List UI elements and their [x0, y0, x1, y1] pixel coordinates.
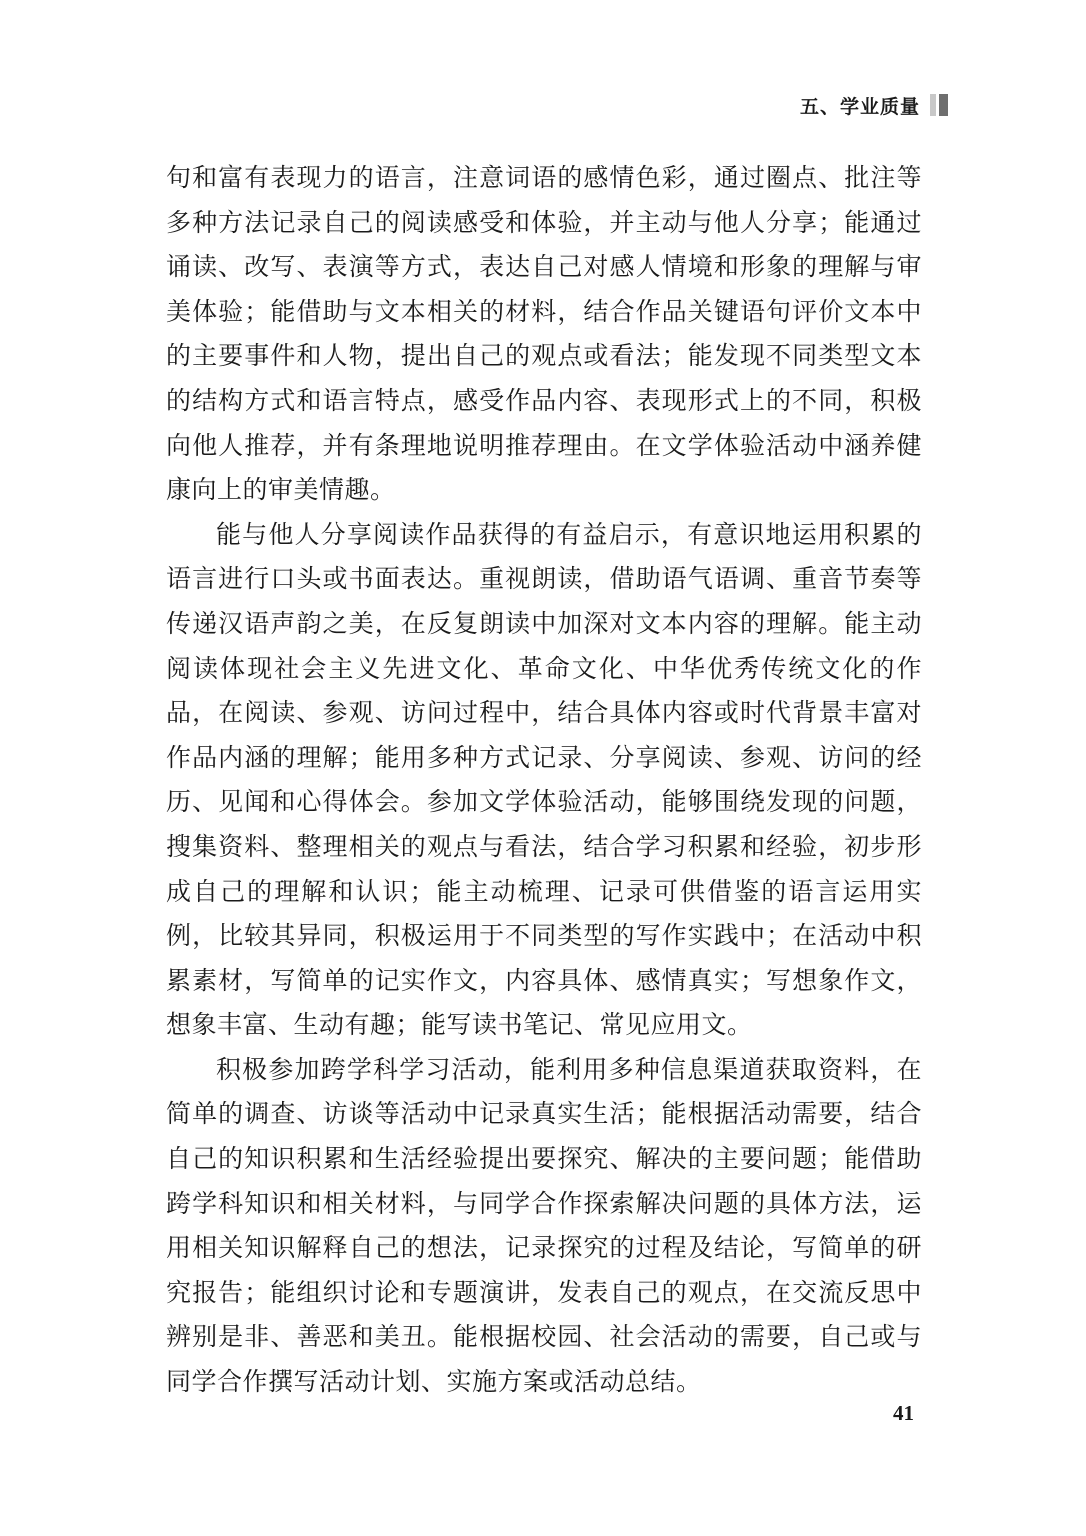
- paragraph-continued: 句和富有表现力的语言，注意词语的感情色彩，通过圈点、批注等多种方法记录自己的阅读感受和体验，并主动与他人分享；能通过诵读、改写、表演等方式，表达自己对感人情境和形象的理解与审美体验；能借助与文本相关的材料，结合作品关键语句评价文本中的主要事件和人物，提出自己的观点或看法；能发现不同类型文本的结构方式和语言特点，感受作品内容、表现形式上的不同，积极向他人推荐，并有条理地说明推荐理由。在文学体验活动中涵养健康向上的审美情趣。: [166, 163, 922, 505]
- paragraph: 能与他人分享阅读作品获得的有益启示，有意识地运用积累的语言进行口头或书面表达。重视朗读，借助语气语调、重音节奏等传递汉语声韵之美，在反复朗读中加深对文本内容的理解。能主动阅读体现社会主义先进文化、革命文化、中华优秀传统文化的作品，在阅读、参观、访问过程中，结合具体内容或时代背景丰富对作品内涵的理解；能用多种方式记录、分享阅读、参观、访问的经历、见闻和心得体会。参加文学体验活动，能够围绕发现的问题，搜集资料、整理相关的观点与看法，结合学习积累和经验，初步形成自己的理解和认识；能主动梳理、记录可供借鉴的语言运用实例，比较其异同，积极运用于不同类型的写作实践中；在活动中积累素材，写简单的记实作文，内容具体、感情真实；写想象作文，想象丰富、生动有趣；能写读书笔记、常见应用文。: [166, 519, 922, 1040]
- header-bar-light: [930, 94, 936, 116]
- running-header: [800, 88, 948, 122]
- header-bar-dark: [939, 94, 948, 116]
- header-bar-decoration: [930, 93, 948, 117]
- paragraph: 积极参加跨学科学习活动，能利用多种信息渠道获取资料，在简单的调查、访谈等活动中记录真实生活；能根据活动需要，结合自己的知识积累和生活经验提出要探究、解决的主要问题；能借助跨学科知识和相关材料，与同学合作探索解决问题的具体方法，运用相关知识解释自己的想法，记录探究的过程及结论，写简单的研究报告；能组织讨论和专题演讲，发表自己的观点，在交流反思中辨别是非、善恶和美丑。能根据校园、社会活动的需要，自己或与同学合作撰写活动计划、实施方案或活动总结。: [166, 1054, 922, 1397]
- section-title: 五、学业质量: [799, 95, 920, 118]
- body-text: [166, 156, 922, 1405]
- page-number: 41: [893, 1401, 914, 1425]
